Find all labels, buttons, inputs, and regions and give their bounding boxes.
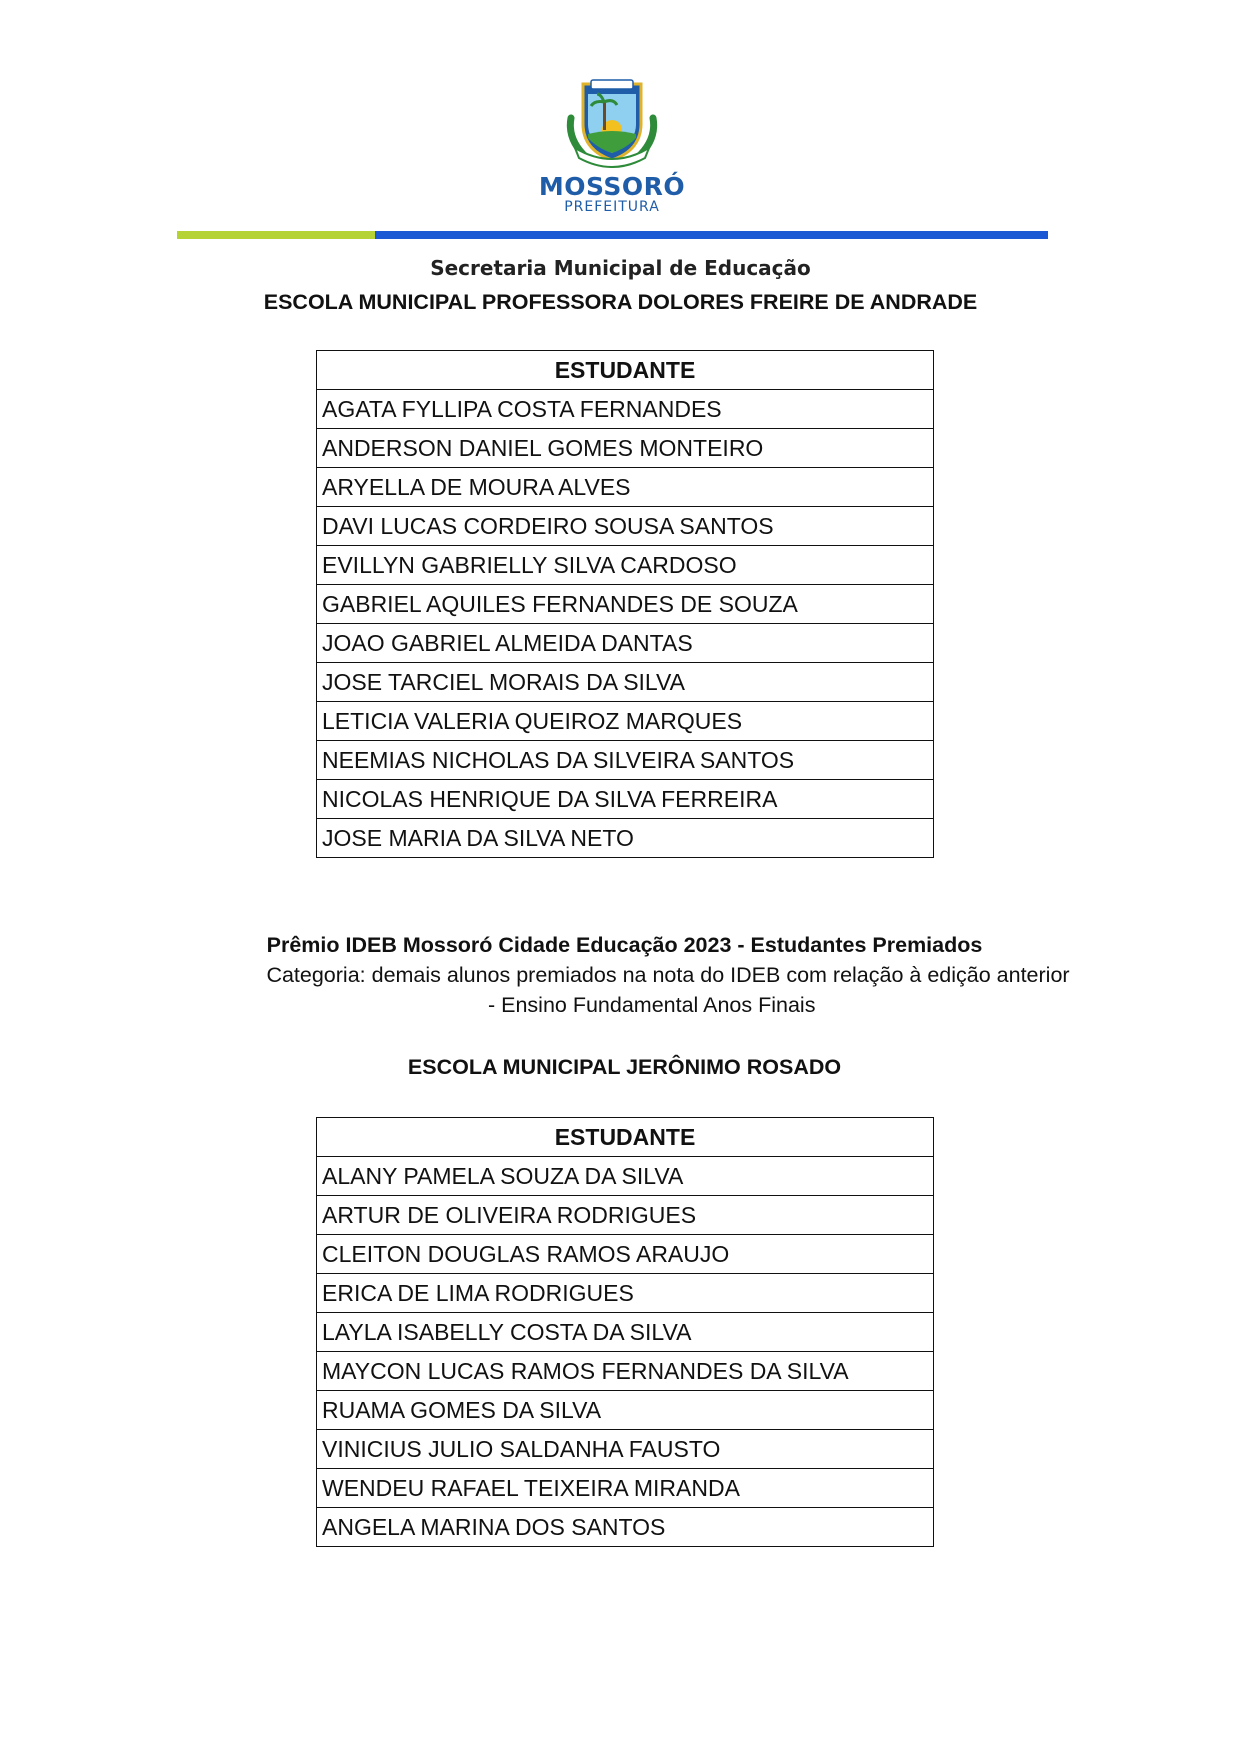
student-name: ARYELLA DE MOURA ALVES: [317, 468, 934, 507]
coat-of-arms-icon: [557, 78, 667, 168]
student-name: DAVI LUCAS CORDEIRO SOUSA SANTOS: [317, 507, 934, 546]
student-name: ERICA DE LIMA RODRIGUES: [317, 1274, 934, 1313]
table-row: [317, 585, 934, 624]
table-row: [317, 1508, 934, 1547]
student-name: CLEITON DOUGLAS RAMOS ARAUJO: [317, 1235, 934, 1274]
table-row: [317, 507, 934, 546]
table-row: [317, 702, 934, 741]
table-row: [317, 780, 934, 819]
student-name: LETICIA VALERIA QUEIROZ MARQUES: [317, 702, 934, 741]
table-row: [317, 1157, 934, 1196]
award-category: Categoria: demais alunos premiados na nota do IDEB com relação à edição anterior: [266, 963, 1070, 987]
student-name: MAYCON LUCAS RAMOS FERNANDES DA SILVA: [317, 1352, 934, 1391]
award-title: Prêmio IDEB Mossoró Cidade Educação 2023 - Estudantes Premiados: [266, 933, 983, 957]
table-row: [317, 1196, 934, 1235]
header-divider-green: [177, 231, 375, 239]
student-name: VINICIUS JULIO SALDANHA FAUSTO: [317, 1430, 934, 1469]
logo-subtitle: PREFEITURA: [564, 199, 660, 215]
student-name: ALANY PAMELA SOUZA DA SILVA: [317, 1157, 934, 1196]
school-2-students-table: [316, 1117, 934, 1547]
school-1-students-table: [316, 350, 934, 858]
award-level: - Ensino Fundamental Anos Finais: [488, 993, 816, 1017]
table-row: [317, 819, 934, 858]
table-row: [317, 390, 934, 429]
student-name: ARTUR DE OLIVEIRA RODRIGUES: [317, 1196, 934, 1235]
table-row: [317, 663, 934, 702]
student-name: WENDEU RAFAEL TEIXEIRA MIRANDA: [317, 1469, 934, 1508]
table-row: [317, 468, 934, 507]
student-name: NEEMIAS NICHOLAS DA SILVEIRA SANTOS: [317, 741, 934, 780]
table-row: [317, 1274, 934, 1313]
student-name: AGATA FYLLIPA COSTA FERNANDES: [317, 390, 934, 429]
student-name: NICOLAS HENRIQUE DA SILVA FERREIRA: [317, 780, 934, 819]
school-2-title: ESCOLA MUNICIPAL JERÔNIMO ROSADO: [407, 1055, 842, 1079]
student-name: GABRIEL AQUILES FERNANDES DE SOUZA: [317, 585, 934, 624]
prefeitura-logo: [537, 78, 687, 218]
table-row: [317, 1235, 934, 1274]
student-name: JOSE TARCIEL MORAIS DA SILVA: [317, 663, 934, 702]
student-name: ANDERSON DANIEL GOMES MONTEIRO: [317, 429, 934, 468]
student-name: ANGELA MARINA DOS SANTOS: [317, 1508, 934, 1547]
header-divider-blue: [375, 231, 1048, 239]
table-row: [317, 1352, 934, 1391]
table-header-row: [317, 1118, 934, 1157]
student-name: EVILLYN GABRIELLY SILVA CARDOSO: [317, 546, 934, 585]
school-1-title: ESCOLA MUNICIPAL PROFESSORA DOLORES FREIRE DE ANDRADE: [263, 290, 978, 314]
student-name: JOAO GABRIEL ALMEIDA DANTAS: [317, 624, 934, 663]
table-row: [317, 624, 934, 663]
student-name: JOSE MARIA DA SILVA NETO: [317, 819, 934, 858]
logo-name: MOSSORÓ: [538, 172, 686, 201]
table-row: [317, 546, 934, 585]
table-row: [317, 429, 934, 468]
table-row: [317, 1469, 934, 1508]
table-row: [317, 1391, 934, 1430]
student-name: RUAMA GOMES DA SILVA: [317, 1391, 934, 1430]
table-header-row: [317, 351, 934, 390]
table-row: [317, 741, 934, 780]
column-header-student: ESTUDANTE: [317, 351, 934, 390]
table-row: [317, 1313, 934, 1352]
secretaria-heading: Secretaria Municipal de Educação: [430, 256, 811, 280]
column-header-student: ESTUDANTE: [317, 1118, 934, 1157]
table-row: [317, 1430, 934, 1469]
student-name: LAYLA ISABELLY COSTA DA SILVA: [317, 1313, 934, 1352]
